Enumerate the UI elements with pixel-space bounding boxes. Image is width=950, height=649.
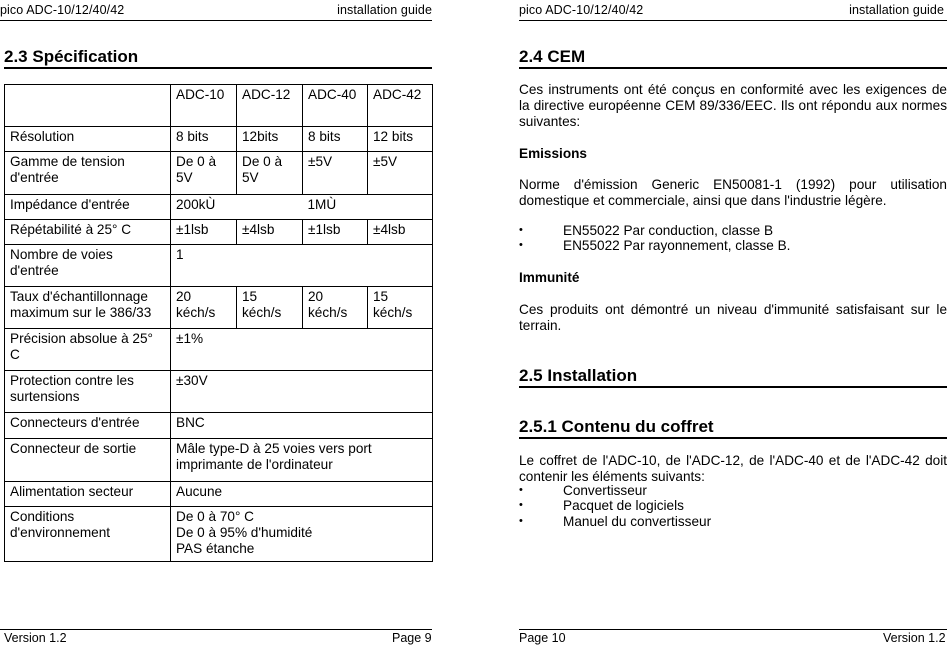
table-cell: 12bits: [237, 127, 303, 152]
table-cell: 8 bits: [303, 127, 368, 152]
table-row: [5, 329, 433, 371]
table-cell: 15 kéch/s: [368, 287, 433, 329]
specification-table: [4, 84, 433, 562]
section-title-rule: [4, 67, 432, 69]
table-cell: BNC: [171, 413, 433, 439]
header-cell: ADC-40: [303, 85, 368, 127]
table-cell: De 0 à 5V: [171, 152, 237, 195]
row-label: Impédance d'entrée: [5, 195, 171, 220]
footer-version: Version 1.2: [4, 631, 67, 645]
footer-page-number: Page 9: [392, 631, 432, 645]
section-title-installation: 2.5 Installation: [519, 366, 638, 385]
list-item: • EN55022 Par rayonnement, classe B.: [519, 238, 947, 253]
footer-rule: [0, 629, 432, 630]
table-cell: 8 bits: [171, 127, 237, 152]
running-header-left: pico ADC-10/12/40/42: [519, 3, 644, 17]
row-label: Connecteurs d'entrée: [5, 413, 171, 439]
table-cell: Aucune: [171, 482, 433, 507]
table-cell: 12 bits: [368, 127, 433, 152]
table-cell: Mâle type-D à 25 voies vers port imprimante de l'ordinateur: [171, 439, 433, 482]
row-label: Répétabilité à 25° C: [5, 220, 171, 245]
table-cell: ±4lsb: [237, 220, 303, 245]
row-label: Protection contre les surtensions: [5, 371, 171, 413]
section-title-rule: [519, 386, 947, 388]
environment-line: De 0 à 70° C: [176, 509, 254, 524]
table-cell: ±30V: [171, 371, 433, 413]
row-label: Gamme de tension d'entrée: [5, 152, 171, 195]
table-row: [5, 413, 433, 439]
running-header-right: installation guide: [849, 3, 944, 17]
list-item: • Manuel du convertisseur: [519, 514, 947, 529]
row-label: Alimentation secteur: [5, 482, 171, 507]
header-cell: ADC-42: [368, 85, 433, 127]
emissions-list: [519, 223, 947, 254]
table-cell: 20 kéch/s: [171, 287, 237, 329]
running-header-right: installation guide: [337, 3, 432, 17]
table-cell: ±5V: [368, 152, 433, 195]
list-item: • Pacquet de logiciels: [519, 498, 947, 513]
table-row: [5, 287, 433, 329]
table-cell: 15 kéch/s: [237, 287, 303, 329]
table-row: [5, 439, 433, 482]
immunity-paragraph: Ces produits ont démontré un niveau d'immunité satisfaisant sur le terrain.: [519, 302, 947, 333]
footer-version: Version 1.2: [883, 631, 946, 645]
row-label: Précision absolue à 25° C: [5, 329, 171, 371]
table-cell: ±4lsb: [368, 220, 433, 245]
table-cell: De 0 à 5V: [237, 152, 303, 195]
table-cell: ±1lsb: [171, 220, 237, 245]
row-label: Taux d'échantillonnage maximum sur le 386/33: [5, 287, 171, 329]
footer-rule: [519, 629, 947, 630]
table-corner-cell: [5, 85, 171, 127]
table-row: [5, 127, 433, 152]
table-row: [5, 220, 433, 245]
row-label: Conditions d'environnement: [5, 507, 171, 562]
list-item: • EN55022 Par conduction, classe B: [519, 223, 947, 238]
immunity-heading: Immunité: [519, 270, 580, 285]
table-cell: ±1lsb: [303, 220, 368, 245]
header-cell: ADC-12: [237, 85, 303, 127]
footer-page-number: Page 10: [519, 631, 566, 645]
emissions-paragraph: Norme d'émission Generic EN50081-1 (1992) pour utilisation domestique et commerciale, ainsi que dans l'industrie légère.: [519, 177, 947, 208]
environment-line: De 0 à 95% d'humidité: [176, 524, 313, 540]
row-label: Connecteur de sortie: [5, 439, 171, 482]
header-rule: [0, 20, 432, 21]
header-rule: [519, 20, 947, 21]
running-header-left: pico ADC-10/12/40/42: [0, 3, 125, 17]
section-title-cem: 2.4 CEM: [519, 47, 586, 66]
table-row: [5, 371, 433, 413]
list-item: • Convertisseur: [519, 483, 947, 498]
cem-paragraph: Ces instruments ont été conçus en conformité avec les exigences de la directive européenne CEM 89/336/EEC. Ils ont répondu aux normes suivantes:: [519, 82, 947, 129]
table-row: [5, 507, 433, 562]
table-row: [5, 482, 433, 507]
table-row: [5, 195, 433, 220]
table-header-row: [5, 85, 433, 127]
contents-paragraph: Le coffret de l'ADC-10, de l'ADC-12, de l'ADC-40 et de l'ADC-42 doit contenir les éléments suivants:: [519, 453, 947, 484]
section-title-rule: [519, 67, 947, 69]
section-title-specification: 2.3 Spécification: [4, 47, 139, 66]
table-cell: [171, 507, 433, 562]
row-label: Nombre de voies d'entrée: [5, 245, 171, 287]
emissions-heading: Emissions: [519, 146, 587, 161]
table-cell: 1MÙ: [303, 195, 433, 220]
table-cell: 1: [171, 245, 433, 287]
header-cell: ADC-10: [171, 85, 237, 127]
section-title-rule: [519, 437, 947, 439]
table-cell: 20 kéch/s: [303, 287, 368, 329]
section-title-contents: 2.5.1 Contenu du coffret: [519, 417, 714, 436]
table-row: [5, 245, 433, 287]
contents-list: [519, 483, 947, 529]
table-cell: 200kÙ: [171, 195, 303, 220]
table-cell: ±5V: [303, 152, 368, 195]
environment-line: PAS étanche: [176, 540, 255, 556]
right-page: [475, 0, 950, 649]
table-cell: ±1%: [171, 329, 433, 371]
table-row: [5, 152, 433, 195]
row-label: Résolution: [5, 127, 171, 152]
